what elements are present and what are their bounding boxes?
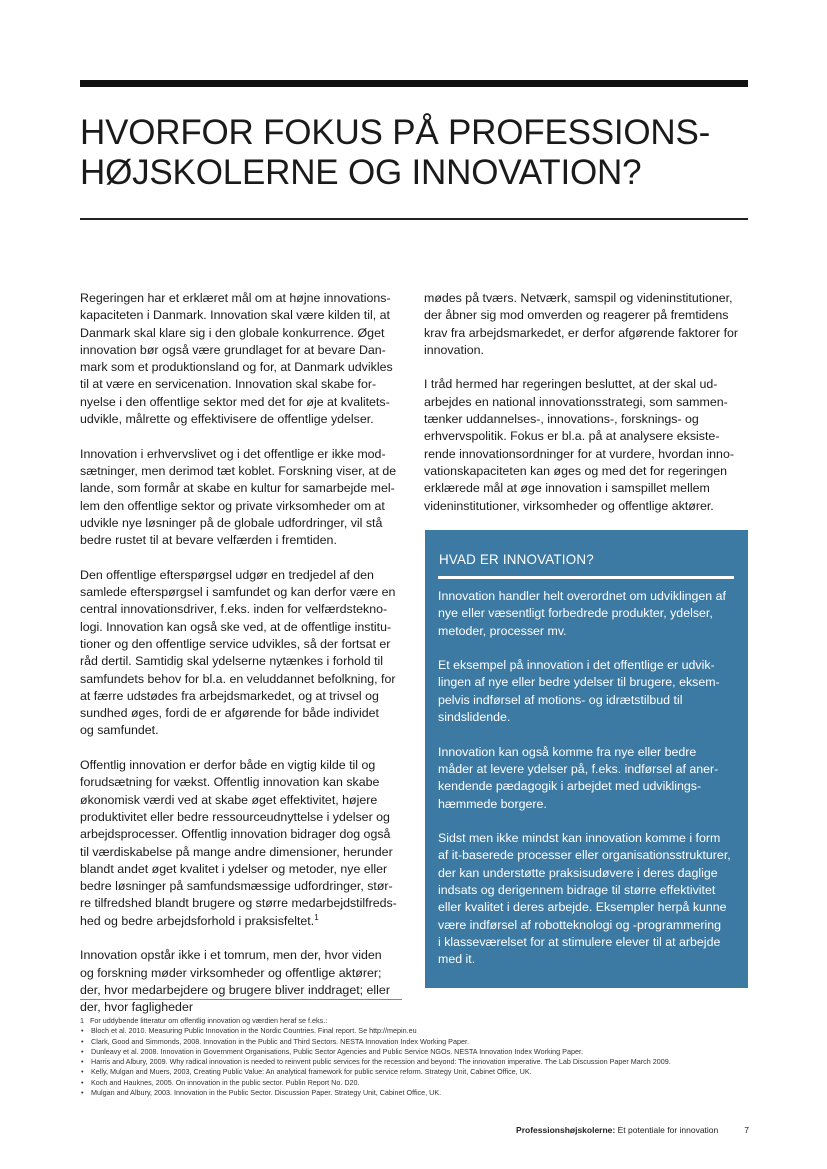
text-line: at færre udstødes fra arbejdsmarkedet, og at trivsel og bbox=[80, 688, 379, 703]
text-line: Innovation kan også komme fra nye eller bedre bbox=[438, 744, 697, 759]
text-line: lande, som formår at skabe en kultur for samarbejde mel- bbox=[80, 481, 395, 496]
left-text-column bbox=[80, 290, 410, 1034]
text-line: Offentlig innovation er derfor både en vigtig kilde til og bbox=[80, 758, 376, 773]
text-line: erklærede mål at øge innovation i samspillet mellem bbox=[424, 481, 710, 496]
info-box-title: HVAD ER INNOVATION? bbox=[439, 552, 594, 567]
text-line: blandt andet øget kvalitet i ydelser og metoder, nye eller bbox=[80, 861, 388, 876]
box.paragraphs-paragraph bbox=[438, 657, 743, 726]
left_column-paragraph bbox=[80, 567, 410, 740]
text-line: sætninger, men derimod tæt koblet. Forskning viser, at de bbox=[80, 463, 397, 478]
page-footer bbox=[516, 1125, 749, 1135]
text-line: metoder, processer mv. bbox=[438, 623, 567, 638]
text-line: råd dertil. Samtidig skal ydelserne nytænkes i forhold til bbox=[80, 654, 384, 669]
right_column-paragraph bbox=[424, 376, 754, 514]
text-line: af it-baserede processer eller organisationsstrukturer, bbox=[438, 848, 731, 863]
footnote-reference-item: • Mulgan and Albury, 2003. Innovation in the Public Sector. Discussion Paper. Strategy Unit, Cabinet Office, UK. bbox=[80, 1088, 750, 1098]
text-line: der kan understøtte praksisudøvere i deres daglige bbox=[438, 865, 718, 880]
footnotes bbox=[80, 1016, 750, 1098]
text-line: bedre rustet til at bevare velfærden i fremtiden. bbox=[80, 533, 337, 548]
text-line: der, hvor medarbejdere og brugere bliver inddraget; eller bbox=[80, 982, 390, 997]
text-line: og forskning møder virksomheder og offentlige aktører; bbox=[80, 965, 382, 980]
info-box-rule bbox=[438, 576, 734, 579]
left_column-paragraph bbox=[80, 446, 410, 550]
text-line: sindslidende. bbox=[438, 710, 511, 725]
text-line: Innovation opstår ikke i et tomrum, men der, hvor viden bbox=[80, 948, 382, 963]
text-line: krav fra arbejdsmarkedet, er derfor afgørende faktorer for bbox=[424, 325, 739, 340]
text-line-content: hed og bedre arbejdsforhold i praksisfeltet. bbox=[80, 913, 315, 928]
text-line: lingen af nye eller bedre ydelser til brugere, eksem- bbox=[438, 675, 720, 690]
left_column-paragraph bbox=[80, 947, 410, 1016]
text-line: samlede efterspørgsel i samfundet og kan derfor være en bbox=[80, 585, 396, 600]
text-line: lem den offentlige sektor og private virksomheder om at bbox=[80, 498, 385, 513]
text-line: forudsætning for vækst. Offentlig innovation kan skabe bbox=[80, 775, 380, 790]
footnote-intro bbox=[80, 1016, 750, 1026]
text-line: logi. Innovation kan også ske ved, at de offentlige institu- bbox=[80, 619, 392, 634]
text-line: bedre løsninger på samfundsmæssige udfordringer, stør- bbox=[80, 879, 393, 894]
text-line: med it. bbox=[438, 952, 476, 967]
footnote-reference-item: • Dunleavy et al. 2008. Innovation in Government Organisations, Public Sector Agencies and Public Service NGOs. NESTA Innovation Index Working Paper. bbox=[80, 1047, 750, 1057]
text-line: kapaciteten i Danmark. Innovation skal være kilden til, at bbox=[80, 308, 390, 323]
text-line: kendende pædagogik i arbejdet med udviklings- bbox=[438, 779, 702, 794]
title-rule bbox=[80, 218, 748, 220]
footnote-reference-item: • Bloch et al. 2010. Measuring Public Innovation in the Nordic Countries. Final report. Se http://mepin.eu bbox=[80, 1026, 750, 1036]
text-line: tioner og den offentlige service udvikles, så der fortsat er bbox=[80, 636, 391, 651]
right_column-paragraph bbox=[424, 290, 754, 359]
text-line: til værdiskabelse på mange andre dimensioner, herunder bbox=[80, 844, 393, 859]
page-title bbox=[80, 113, 748, 193]
text-line: central innovationsdriver, f.eks. inden for velfærdstekno- bbox=[80, 602, 388, 617]
title-line-1: HVORFOR FOKUS PÅ PROFESSIONS- bbox=[80, 113, 711, 152]
info-box-body bbox=[438, 588, 743, 986]
text-line: tænker uddannelses-, innovations-, forsknings- og bbox=[424, 412, 699, 427]
footnote-reference-list bbox=[80, 1026, 750, 1098]
left_column-paragraph bbox=[80, 290, 410, 428]
text-line: hæmmede borgere. bbox=[438, 796, 547, 811]
text-line: videninstitutioner, virksomheder og offentlige aktører. bbox=[424, 498, 714, 513]
text-line: i klasseværelset for at stimulere elever til at arbejde bbox=[438, 934, 721, 949]
text-line: arbejdsprocesser. Offentlig innovation bidrager dog også bbox=[80, 827, 391, 842]
text-line: eller kvalitet i deres arbejde. Eksempler herpå kunne bbox=[438, 900, 727, 915]
text-line: sundhed øges, fordi de er afgørende for både individet bbox=[80, 706, 379, 721]
text-line: der, hvor fagligheder bbox=[80, 1000, 193, 1015]
text-line: re tilfredshed blandt brugere og større medarbejdstilfreds- bbox=[80, 896, 397, 911]
footnote-reference-item: • Harris and Albury, 2009. Why radical innovation is needed to reinvent public services for the recession and beyond: The innovation imperative. The Lab Discussion Paper March 2009. bbox=[80, 1057, 750, 1067]
footnote-reference[interactable]: 1 bbox=[314, 912, 319, 922]
top-rule bbox=[80, 80, 748, 87]
text-line: måder at levere ydelser på, f.eks. indførsel af aner- bbox=[438, 761, 719, 776]
text-line: Innovation handler helt overordnet om udviklingen af bbox=[438, 589, 726, 603]
footer-subtitle: Et potentiale for innovation bbox=[615, 1125, 719, 1135]
text-line: udvikle, målrette og effektivisere de offentlige ydelser. bbox=[80, 412, 374, 427]
footnote-number: 1 bbox=[80, 1016, 84, 1025]
text-line: og samfundet. bbox=[80, 723, 159, 738]
text-line: innovation bør også være grundlaget for at bevare Dan- bbox=[80, 342, 386, 357]
text-line: der åbner sig mod omverden og reagerer på fremtidens bbox=[424, 308, 729, 323]
right-text-column bbox=[424, 290, 754, 532]
footnote-reference-item: • Koch and Hauknes, 2005. On innovation in the public sector. Publin Report No. D20. bbox=[80, 1078, 750, 1088]
text-line: Regeringen har et erklæret mål om at højne innovations- bbox=[80, 291, 391, 305]
text-line: Den offentlige efterspørgsel udgør en tredjedel af den bbox=[80, 567, 374, 582]
box.paragraphs-paragraph bbox=[438, 744, 743, 813]
text-line: pelvis indførsel af motions- og idrætstilbud til bbox=[438, 692, 683, 707]
page-number: 7 bbox=[744, 1125, 749, 1135]
text-line bbox=[80, 913, 410, 930]
text-line: til at være en servicenation. Innovation skal skabe for- bbox=[80, 377, 377, 392]
box.paragraphs-paragraph bbox=[438, 588, 743, 640]
footnote-reference-item: • Clark, Good and Simmonds, 2008. Innovation in the Public and Third Sectors. NESTA Innovation Index Working Paper. bbox=[80, 1037, 750, 1047]
text-line: erhvervspolitik. Fokus er bl.a. på at analysere eksiste- bbox=[424, 429, 720, 444]
text-line: arbejdes en national innovationsstrategi, som sammen- bbox=[424, 394, 728, 409]
title-line-2: HØJSKOLERNE OG INNOVATION? bbox=[80, 153, 642, 192]
info-box bbox=[425, 530, 748, 988]
text-line: økonomisk værdi ved at skabe øget effektivitet, højere bbox=[80, 792, 378, 807]
text-line: Danmark skal klare sig i den globale konkurrence. Øget bbox=[80, 325, 385, 340]
text-line: Et eksempel på innovation i det offentlige er udvik- bbox=[438, 658, 715, 673]
footnote-separator bbox=[80, 999, 402, 1000]
left_column-paragraph bbox=[80, 757, 410, 930]
text-line: Sidst men ikke mindst kan innovation komme i form bbox=[438, 831, 721, 846]
footer-publication: Professionshøjskolerne: bbox=[516, 1125, 616, 1135]
text-line: rende innovationsordninger for at vurdere, hvordan inno- bbox=[424, 446, 734, 461]
text-line: nye eller væsentligt forbedrede produkter, ydelser, bbox=[438, 606, 713, 621]
text-line: mark som et produktionsland og for, at Danmark udvikles bbox=[80, 360, 393, 375]
text-line: samfundets behov for bl.a. en veluddannet befolkning, for bbox=[80, 671, 396, 686]
text-line: mødes på tværs. Netværk, samspil og videninstitutioner, bbox=[424, 291, 733, 305]
text-line: innovation. bbox=[424, 342, 484, 357]
text-line: være indførsel af robotteknologi og -programmering bbox=[438, 917, 722, 932]
text-line: vationskapaciteten kan øges og med det for regeringen bbox=[424, 463, 728, 478]
text-line: nyelse i den offentlige sektor med det for øje at kvalitets- bbox=[80, 394, 390, 409]
text-line: produktivitet eller bedre ressourceudnyttelse i ydelser og bbox=[80, 809, 390, 824]
text-line: I tråd hermed har regeringen besluttet, at der skal ud- bbox=[424, 377, 718, 392]
footnote-reference-item: • Kelly, Mulgan and Muers, 2003, Creating Public Value: An analytical framework for public service reform. Strategy Unit, Cabinet Office, UK. bbox=[80, 1067, 750, 1077]
text-line: Innovation i erhvervslivet og i det offentlige er ikke mod- bbox=[80, 446, 386, 461]
text-line: udvikle nye løsninger på de globale udfordringer, vil stå bbox=[80, 515, 383, 530]
footnote-intro-text: For uddybende litteratur om offentlig innovation og værdien heraf se f.eks.: bbox=[90, 1016, 328, 1025]
box.paragraphs-paragraph bbox=[438, 830, 743, 968]
text-line: indsats og derigennem bidrage til større effektivitet bbox=[438, 883, 716, 898]
